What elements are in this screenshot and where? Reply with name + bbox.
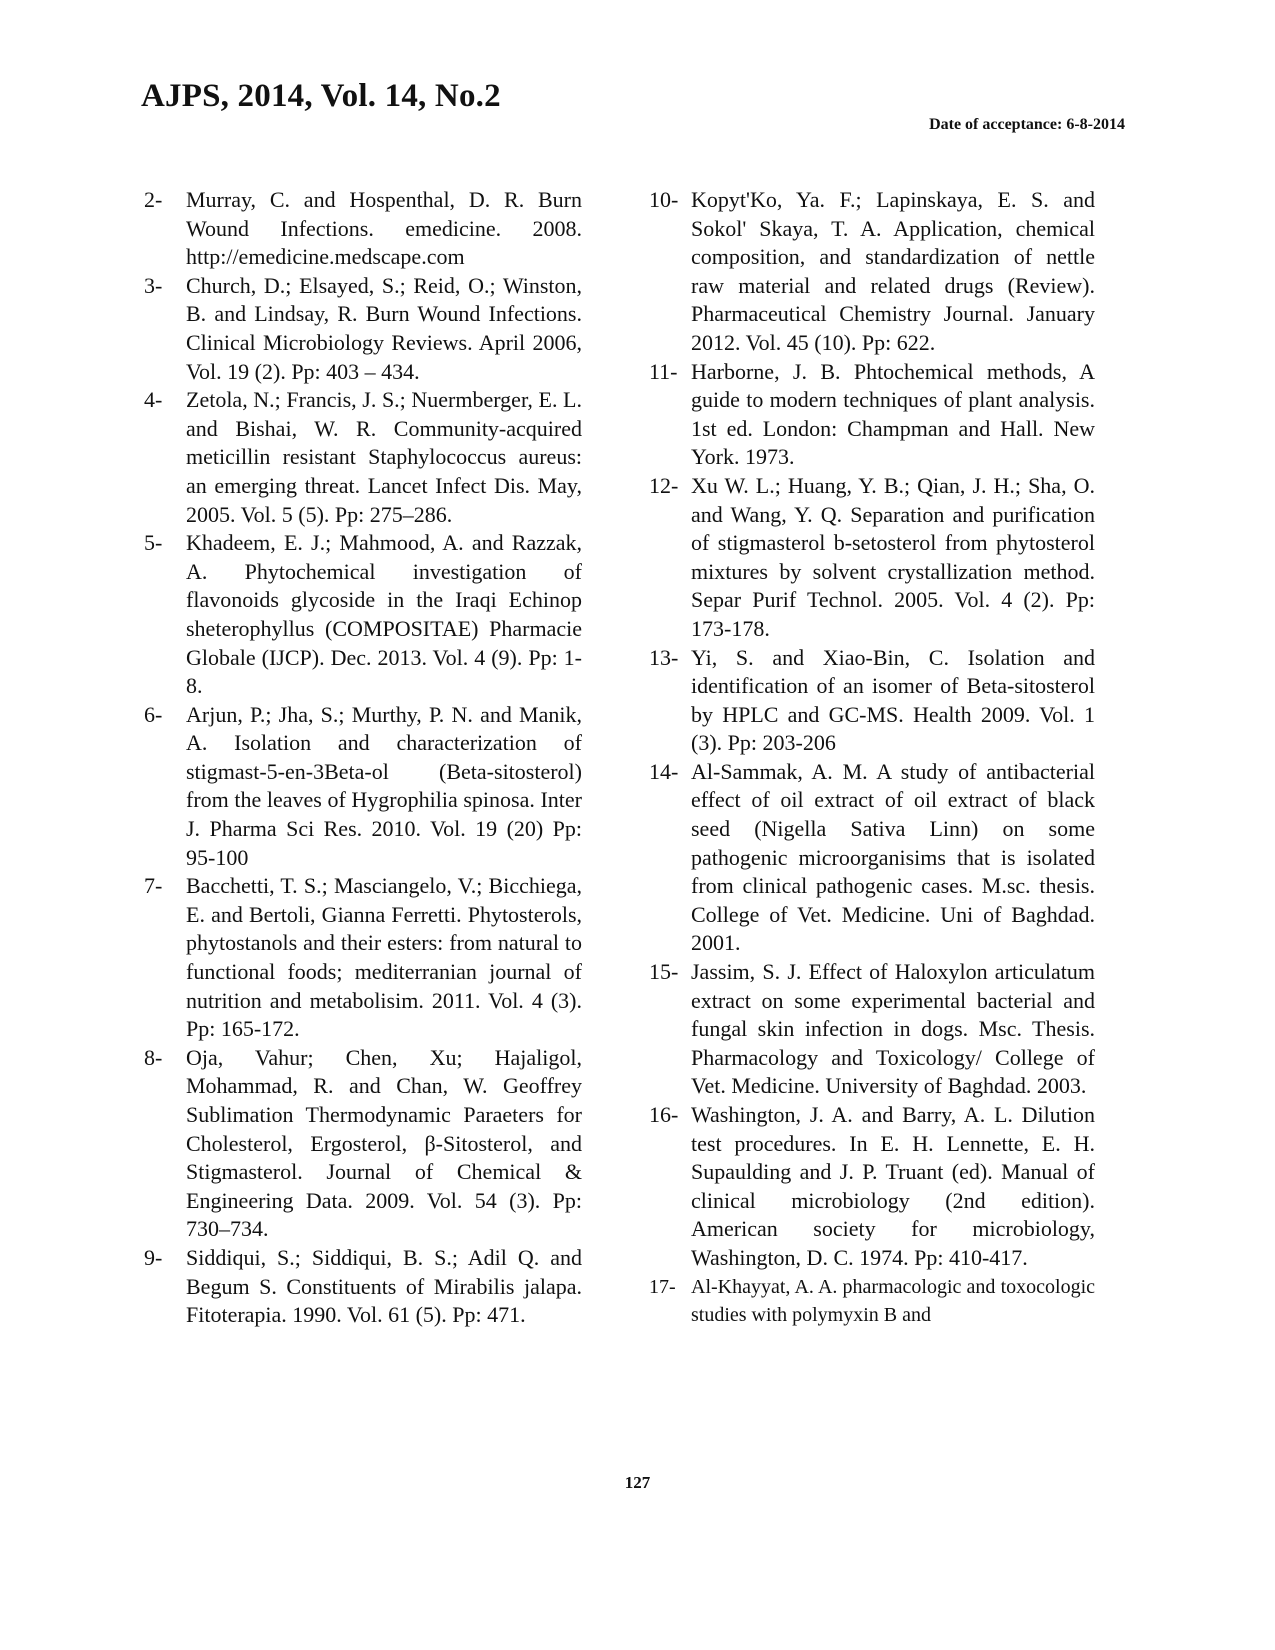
reference-item — [144, 386, 582, 529]
reference-number: 16- — [649, 1102, 679, 1127]
reference-item — [649, 472, 1095, 644]
reference-item — [649, 644, 1095, 758]
reference-text: Al-Khayyat, A. A. pharmacologic and toxocologic studies with polymyxin B and — [691, 1275, 1095, 1326]
reference-text: Washington, J. A. and Barry, A. L. Dilution test procedures. In E. H. Lennette, E. H. Supaulding and J. P. Truant (ed). Manual of clinical microbiology (2nd edition). American society for microbiology, Washington, D. C. 1974. Pp: 410-417. — [691, 1102, 1095, 1270]
reference-number: 3- — [144, 272, 163, 298]
reference-text: Siddiqui, S.; Siddiqui, B. S.; Adil Q. and Begum S. Constituents of Mirabilis jalapa. Fitoterapia. 1990. Vol. 61 (5). Pp: 471. — [186, 1244, 582, 1328]
reference-number: 4- — [144, 387, 163, 413]
reference-text: Zetola, N.; Francis, J. S.; Nuermberger, E. L. and Bishai, W. R. Community-acquired meticillin resistant Staphylococcus aureus: an emerging threat. Lancet Infect Dis. May, 2005. Vol. 5 (5). Pp: 275–286. — [186, 387, 582, 527]
reference-item — [649, 1101, 1095, 1273]
reference-number: 17- — [649, 1275, 676, 1298]
reference-item — [144, 272, 582, 386]
reference-item — [649, 1273, 1095, 1329]
reference-text: Oja, Vahur; Chen, Xu; Hajaligol, Mohammad, R. and Chan, W. Geoffrey Sublimation Thermodynamic Paraeters for Cholesterol, Ergosterol, β-Sitosterol, and Stigmasterol. Journal of Chemical & Engineering Data. 2009. Vol. 54 (3). Pp: 730–734. — [186, 1044, 582, 1242]
reference-text: Harborne, J. B. Phtochemical methods, A guide to modern techniques of plant analysis. 1st ed. London: Champman and Hall. New York. 1973. — [691, 358, 1095, 470]
reference-item — [649, 958, 1095, 1101]
reference-text: Arjun, P.; Jha, S.; Murthy, P. N. and Manik, A. Isolation and characterization of stigmast-5-en-3Beta-ol (Beta-sitosterol) from the leaves of Hygrophilia spinosa. Inter J. Pharma Sci Res. 2010. Vol. 19 (20) Pp: 95-100 — [186, 701, 582, 870]
journal-title: AJPS, 2014, Vol. 14, No.2 — [141, 78, 501, 114]
reference-text: Bacchetti, T. S.; Masciangelo, V.; Bicchiega, E. and Bertoli, Gianna Ferretti. Phytosterols, phytostanols and their esters: from natural to functional foods; mediterranian journal of nutrition and metabolisim. 2011. Vol. 4 (3). Pp: 165-172. — [186, 873, 582, 1042]
reference-item — [144, 1244, 582, 1330]
references-right-column — [649, 186, 1095, 1329]
reference-text: Yi, S. and Xiao-Bin, C. Isolation and identification of an isomer of Beta-sitosterol by HPLC and GC-MS. Health 2009. Vol. 1 (3). Pp: 203-206 — [691, 644, 1095, 756]
reference-item — [144, 529, 582, 701]
reference-text: Church, D.; Elsayed, S.; Reid, O.; Winston, B. and Lindsay, R. Burn Wound Infections. Clinical Microbiology Reviews. April 2006, Vol. 19 (2). Pp: 403 – 434. — [186, 272, 582, 384]
reference-number: 15- — [649, 959, 679, 985]
reference-text: Xu W. L.; Huang, Y. B.; Qian, J. H.; Sha, O. and Wang, Y. Q. Separation and purification of stigmasterol b-setosterol from phytosterol mixtures by solvent crystallization method. Separ Purif Technol. 2005. Vol. 4 (2). Pp: 173-178. — [691, 472, 1095, 641]
acceptance-date: Date of acceptance: 6-8-2014 — [929, 116, 1125, 133]
reference-text: Jassim, S. J. Effect of Haloxylon articulatum extract on some experimental bacterial and fungal skin infection in dogs. Msc. Thesis. Pharmacology and Toxicology/ College of Vet. Medicine. University of Baghdad. 2003. — [691, 959, 1095, 1099]
reference-item — [649, 758, 1095, 958]
reference-number: 6- — [144, 701, 163, 727]
reference-number: 12- — [649, 472, 679, 498]
reference-item — [144, 872, 582, 1044]
reference-number: 9- — [144, 1244, 163, 1270]
reference-text: Khadeem, E. J.; Mahmood, A. and Razzak, A. Phytochemical investigation of flavonoids glycoside in the Iraqi Echinop sheterophyllus (COMPOSITAE) Pharmacie Globale (IJCP). Dec. 2013. Vol. 4 (9). Pp: 1-8. — [186, 530, 582, 699]
references-left-column — [144, 186, 582, 1330]
reference-item — [144, 701, 582, 873]
reference-number: 14- — [649, 758, 679, 784]
reference-number: 2- — [144, 187, 163, 212]
reference-text: Al-Sammak, A. M. A study of antibacterial effect of oil extract of oil extract of black seed (Nigella Sativa Linn) on some pathogenic microorganisims that is isolated from clinical pathogenic cases. M.sc. thesis. College of Vet. Medicine. Uni of Baghdad. 2001. — [691, 758, 1095, 956]
reference-item — [649, 186, 1095, 358]
reference-number: 10- — [649, 187, 679, 212]
reference-number: 5- — [144, 530, 163, 556]
reference-text: Kopyt'Ko, Ya. F.; Lapinskaya, E. S. and Sokol' Skaya, T. A. Application, chemical composition, and standardization of nettle raw material and related drugs (Review). Pharmaceutical Chemistry Journal. January 2012. Vol. 45 (10). Pp: 622. — [691, 187, 1095, 355]
reference-number: 7- — [144, 873, 163, 899]
reference-number: 8- — [144, 1044, 163, 1070]
reference-item — [144, 186, 582, 272]
reference-item — [144, 1044, 582, 1244]
reference-number: 13- — [649, 644, 679, 670]
reference-item — [649, 358, 1095, 472]
page-number: 127 — [624, 1473, 651, 1492]
reference-number: 11- — [649, 358, 678, 384]
reference-text: Murray, C. and Hospenthal, D. R. Burn Wound Infections. emedicine. 2008. http://emedicine.medscape.com — [186, 187, 582, 270]
